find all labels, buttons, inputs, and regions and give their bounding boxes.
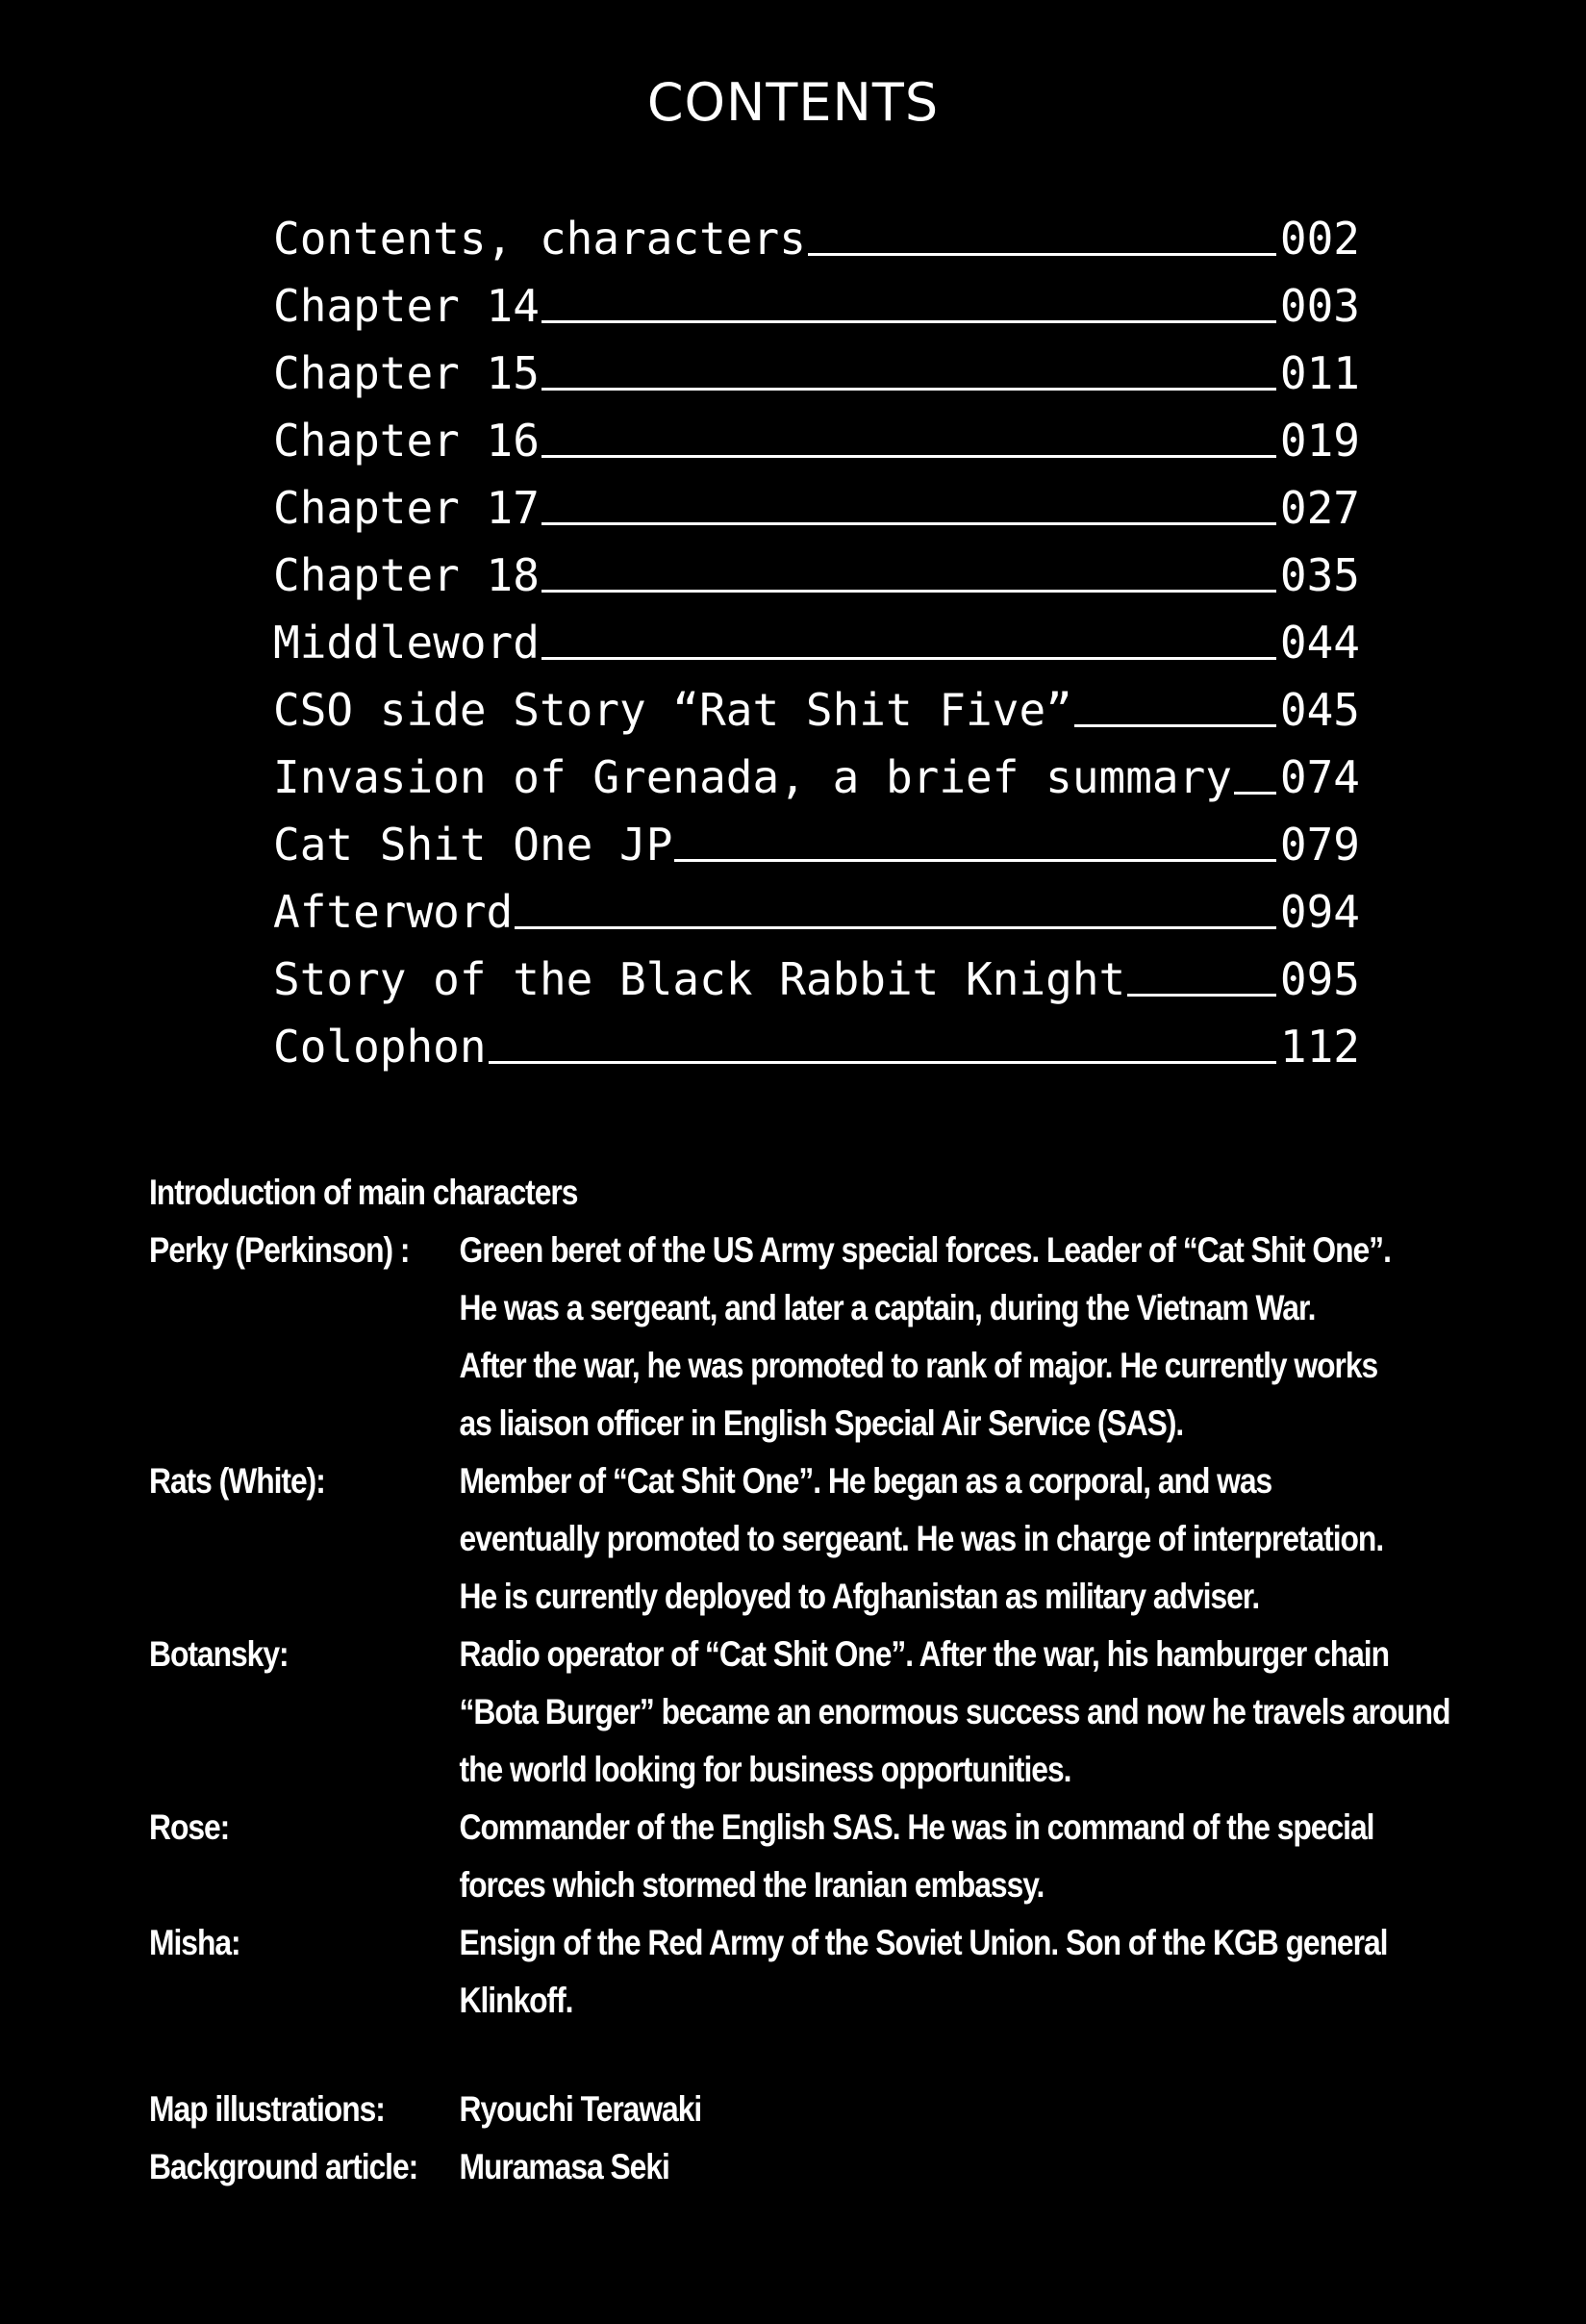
toc-entry-label: CSO side Story “Rat Shit Five” — [273, 684, 1072, 736]
character-description-line: Member of “Cat Shit One”. He began as a corporal, and was — [459, 1461, 1272, 1501]
credit-entry — [149, 2138, 1142, 2196]
page-title: CONTENTS — [646, 72, 940, 133]
toc-entry — [273, 340, 1360, 407]
credit-role: Background article: — [149, 2147, 418, 2186]
character-description-line: He was a sergeant, and later a captain, during the Vietnam War. — [459, 1288, 1316, 1327]
character-description-line: Klinkoff. — [459, 1981, 573, 2020]
toc-leader-line — [541, 657, 1276, 660]
toc-entry — [273, 1013, 1360, 1080]
toc-entry-page: 045 — [1279, 684, 1360, 736]
credit-role: Map illustrations: — [149, 2089, 385, 2129]
toc-entry-label: Chapter 18 — [273, 549, 540, 601]
toc-entry — [273, 205, 1360, 272]
toc-entry — [273, 542, 1360, 609]
toc-leader-line — [541, 455, 1276, 458]
character-name: Botansky: — [149, 1634, 289, 1674]
character-description — [460, 1626, 1450, 1799]
character-entry — [149, 1914, 1388, 2030]
toc-leader-line — [1074, 724, 1276, 727]
character-entry — [149, 1626, 1450, 1799]
toc-entry-label: Chapter 17 — [273, 482, 540, 534]
toc-entry — [273, 946, 1360, 1013]
toc-leader-line — [1234, 792, 1276, 795]
toc-entry-label: Cat Shit One JP — [273, 819, 673, 871]
toc-entry-label: Chapter 16 — [273, 415, 540, 467]
character-name: Perky (Perkinson) : — [149, 1230, 410, 1270]
toc-entry-page: 074 — [1279, 751, 1360, 803]
toc-entry — [273, 609, 1360, 676]
character-description — [460, 1799, 1374, 1914]
table-of-contents — [273, 205, 1360, 1080]
toc-entry-page: 011 — [1279, 347, 1360, 399]
toc-entry — [273, 407, 1360, 474]
toc-entry-label: Colophon — [273, 1021, 487, 1073]
toc-leader-line — [541, 522, 1276, 525]
credit-name: Ryouchi Terawaki — [459, 2089, 702, 2129]
toc-entry — [273, 676, 1360, 744]
intro-heading: Introduction of main characters — [149, 1173, 578, 1212]
credit-name: Muramasa Seki — [459, 2147, 669, 2186]
toc-entry-page: 079 — [1279, 819, 1360, 871]
character-description — [460, 1222, 1391, 1452]
toc-entry-page: 002 — [1279, 213, 1360, 265]
toc-entry — [273, 272, 1360, 340]
character-list — [149, 1222, 1450, 2030]
toc-leader-line — [1127, 994, 1276, 997]
character-description — [460, 1914, 1388, 2030]
character-name: Rats (White): — [149, 1461, 325, 1501]
toc-leader-line — [541, 590, 1276, 593]
toc-entry-page: 003 — [1279, 280, 1360, 332]
toc-entry-label: Invasion of Grenada, a brief summary — [273, 751, 1232, 803]
character-entry — [149, 1799, 1374, 1914]
toc-entry-label: Afterword — [273, 886, 514, 938]
character-description-line: Green beret of the US Army special forces. Leader of “Cat Shit One”. — [459, 1230, 1391, 1270]
character-description-line: Radio operator of “Cat Shit One”. After the war, his hamburger chain — [459, 1634, 1389, 1674]
toc-entry-label: Chapter 14 — [273, 280, 540, 332]
toc-entry-page: 112 — [1279, 1021, 1360, 1073]
credit-entry — [149, 2081, 1142, 2138]
character-description-line: forces which stormed the Iranian embassy. — [459, 1865, 1045, 1905]
character-description-line: “Bota Burger” became an enormous success and now he travels around — [459, 1692, 1450, 1731]
toc-entry — [273, 878, 1360, 946]
toc-entry-label: Middleword — [273, 617, 540, 669]
toc-leader-line — [515, 926, 1276, 929]
toc-entry-page: 094 — [1279, 886, 1360, 938]
character-description — [460, 1452, 1384, 1626]
toc-entry-page: 095 — [1279, 953, 1360, 1005]
toc-entry-label: Story of the Black Rabbit Knight — [273, 953, 1126, 1005]
character-name: Rose: — [149, 1807, 230, 1847]
character-description-line: He is currently deployed to Afghanistan as military adviser. — [459, 1577, 1260, 1616]
toc-leader-line — [541, 388, 1276, 391]
character-description-line: Commander of the English SAS. He was in command of the special — [459, 1807, 1374, 1847]
toc-entry — [273, 811, 1360, 878]
toc-entry — [273, 474, 1360, 542]
character-entry — [149, 1452, 1384, 1626]
toc-entry-page: 035 — [1279, 549, 1360, 601]
toc-entry — [273, 744, 1360, 811]
toc-entry-label: Contents, characters — [273, 213, 806, 265]
character-entry — [149, 1222, 1391, 1452]
character-description-line: as liaison officer in English Special Air Service (SAS). — [459, 1403, 1184, 1443]
toc-leader-line — [541, 320, 1276, 323]
toc-entry-page: 019 — [1279, 415, 1360, 467]
character-description-line: After the war, he was promoted to rank of major. He currently works — [459, 1346, 1378, 1385]
character-description-line: eventually promoted to sergeant. He was in charge of interpretation. — [459, 1519, 1384, 1558]
credits — [149, 2081, 1142, 2196]
toc-leader-line — [674, 859, 1275, 862]
toc-leader-line — [808, 253, 1276, 256]
toc-entry-label: Chapter 15 — [273, 347, 540, 399]
character-description-line: the world looking for business opportunities. — [459, 1750, 1071, 1789]
character-introduction — [149, 1164, 1450, 2030]
toc-entry-page: 044 — [1279, 617, 1360, 669]
character-name: Misha: — [149, 1923, 240, 1962]
character-description-line: Ensign of the Red Army of the Soviet Union. Son of the KGB general — [459, 1923, 1388, 1962]
toc-leader-line — [489, 1061, 1276, 1064]
toc-entry-page: 027 — [1279, 482, 1360, 534]
